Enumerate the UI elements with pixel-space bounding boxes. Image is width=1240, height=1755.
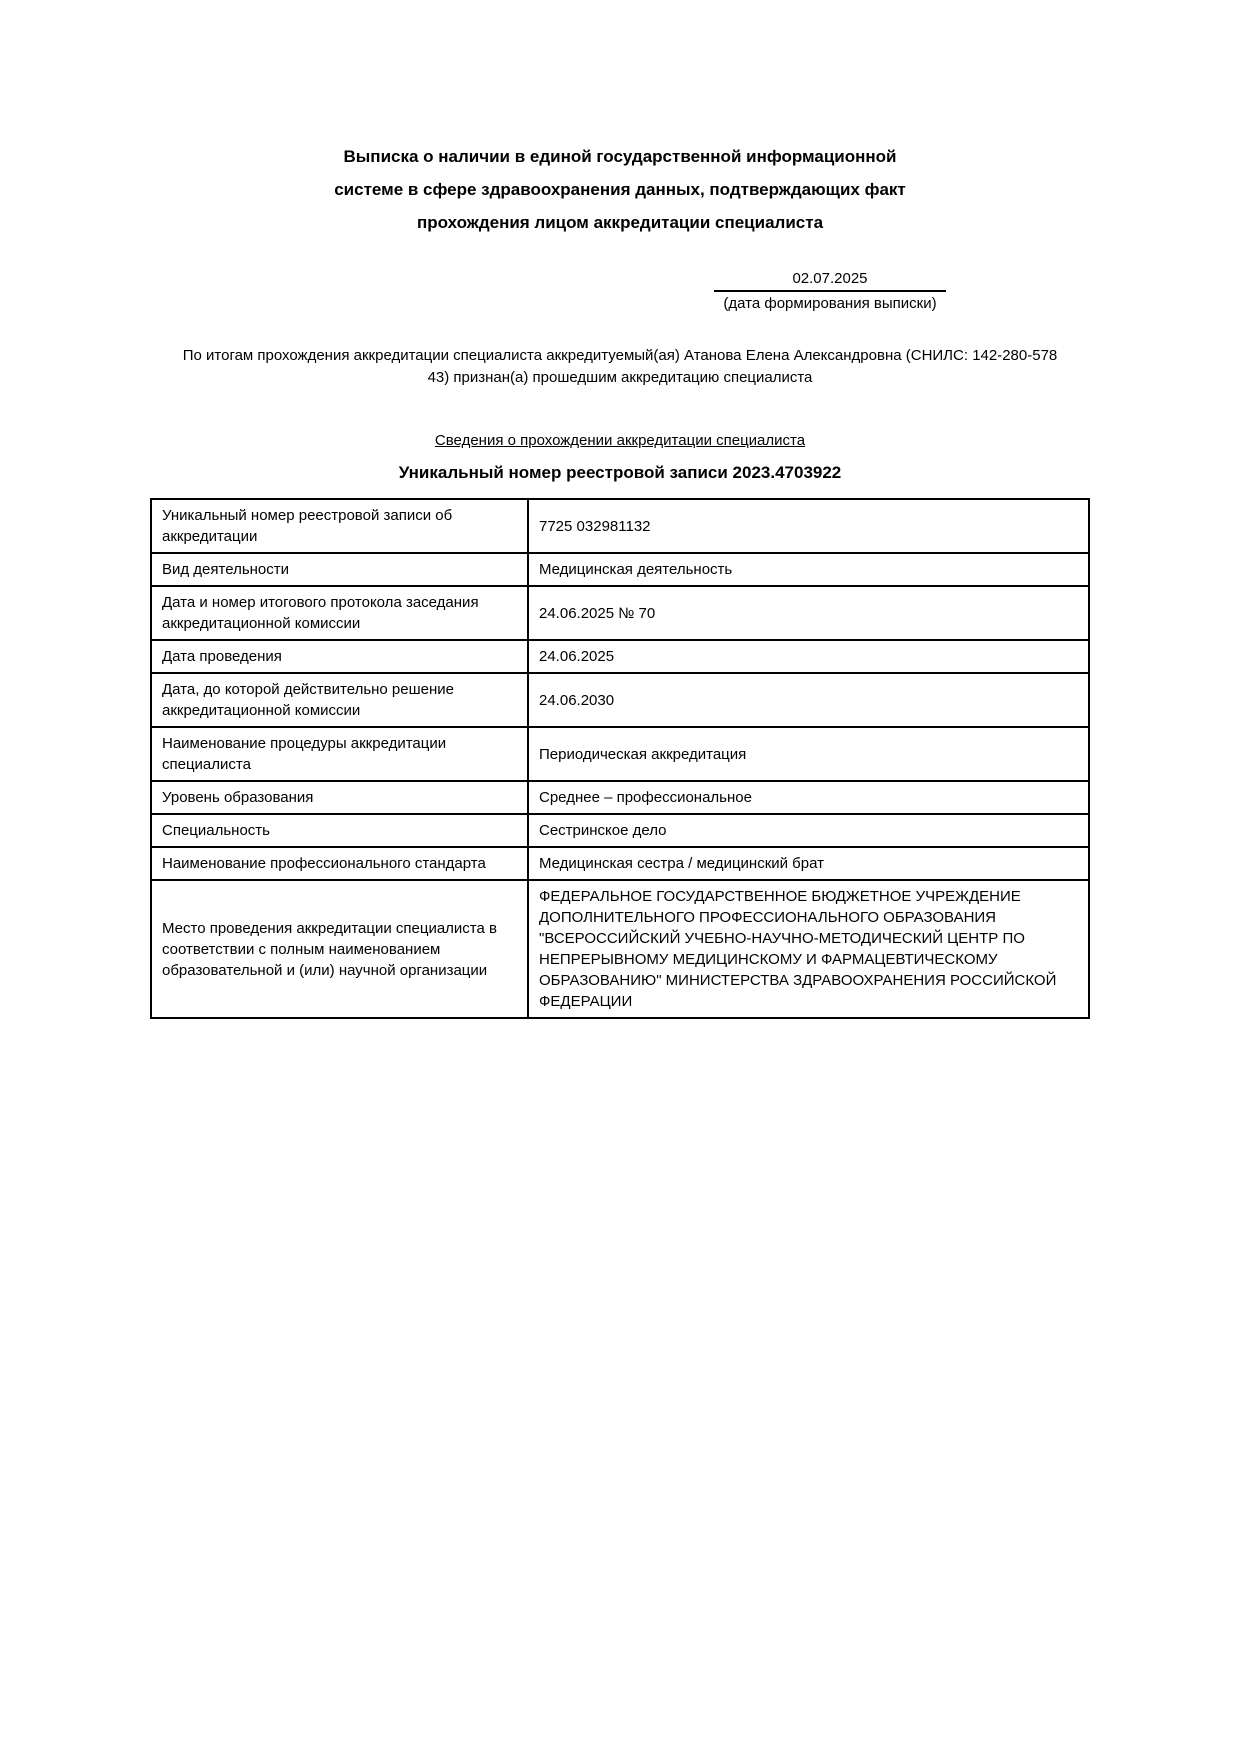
accreditation-table-body	[151, 499, 1089, 1018]
document-title-line-2: системе в сфере здравоохранения данных, подтверждающих факт	[334, 180, 906, 199]
table-row	[151, 781, 1089, 814]
row-label: Уникальный номер реестровой записи об аккредитации	[151, 499, 528, 553]
intro-paragraph-line-2: 43) признан(а) прошедшим аккредитацию специалиста	[427, 369, 813, 386]
row-label: Наименование процедуры аккредитации специалиста	[151, 727, 528, 781]
document-title-line-3: прохождения лицом аккредитации специалиста	[416, 213, 824, 232]
row-label: Вид деятельности	[151, 553, 528, 586]
intro-paragraph	[0, 345, 1240, 389]
table-row	[151, 847, 1089, 880]
row-label: Дата и номер итогового протокола заседания аккредитационной комиссии	[151, 586, 528, 640]
document-title-line-1: Выписка о наличии в единой государственной информационной	[343, 147, 897, 166]
formation-date-block	[714, 270, 946, 312]
row-value: Медицинская сестра / медицинский брат	[528, 847, 1089, 880]
table-row	[151, 814, 1089, 847]
registry-number-heading: Уникальный номер реестровой записи 2023.4703922	[398, 463, 842, 482]
row-value: 24.06.2025	[528, 640, 1089, 673]
formation-date-caption: (дата формирования выписки)	[723, 295, 937, 312]
table-row	[151, 499, 1089, 553]
formation-date-value: 02.07.2025	[714, 270, 946, 292]
row-value: Медицинская деятельность	[528, 553, 1089, 586]
table-row	[151, 673, 1089, 727]
intro-paragraph-line-1: По итогам прохождения аккредитации специалиста аккредитуемый(ая) Атанова Елена Александровна (СНИЛС: 142-280-578	[182, 347, 1058, 364]
row-value: Периодическая аккредитация	[528, 727, 1089, 781]
row-value: 7725 032981132	[528, 499, 1089, 553]
table-row	[151, 880, 1089, 1018]
row-value: 24.06.2030	[528, 673, 1089, 727]
section-heading: Сведения о прохождении аккредитации специалиста	[434, 432, 806, 449]
row-value: ФЕДЕРАЛЬНОЕ ГОСУДАРСТВЕННОЕ БЮДЖЕТНОЕ УЧРЕЖДЕНИЕ ДОПОЛНИТЕЛЬНОГО ПРОФЕССИОНАЛЬНОГО ОБРАЗОВАНИЯ "ВСЕРОССИЙСКИЙ УЧЕБНО-НАУЧНО-МЕТОДИЧЕСКИЙ ЦЕНТР ПО НЕПРЕРЫВНОМУ МЕДИЦИНСКОМУ И ФАРМАЦЕВТИЧЕСКОМУ ОБРАЗОВАНИЮ" МИНИСТЕРСТВА ЗДРАВООХРАНЕНИЯ РОССИЙСКОЙ ФЕДЕРАЦИИ	[528, 880, 1089, 1018]
row-value: Сестринское дело	[528, 814, 1089, 847]
table-row	[151, 553, 1089, 586]
row-label: Дата, до которой действительно решение аккредитационной комиссии	[151, 673, 528, 727]
table-row	[151, 640, 1089, 673]
table-row	[151, 586, 1089, 640]
row-value: Среднее – профессиональное	[528, 781, 1089, 814]
row-value: 24.06.2025 № 70	[528, 586, 1089, 640]
row-label: Дата проведения	[151, 640, 528, 673]
document-title	[0, 140, 1240, 239]
accreditation-details-table	[150, 498, 1090, 1019]
row-label: Место проведения аккредитации специалиста в соответствии с полным наименованием образовательной и (или) научной организации	[151, 880, 528, 1018]
table-row	[151, 727, 1089, 781]
row-label: Наименование профессионального стандарта	[151, 847, 528, 880]
row-label: Специальность	[151, 814, 528, 847]
row-label: Уровень образования	[151, 781, 528, 814]
